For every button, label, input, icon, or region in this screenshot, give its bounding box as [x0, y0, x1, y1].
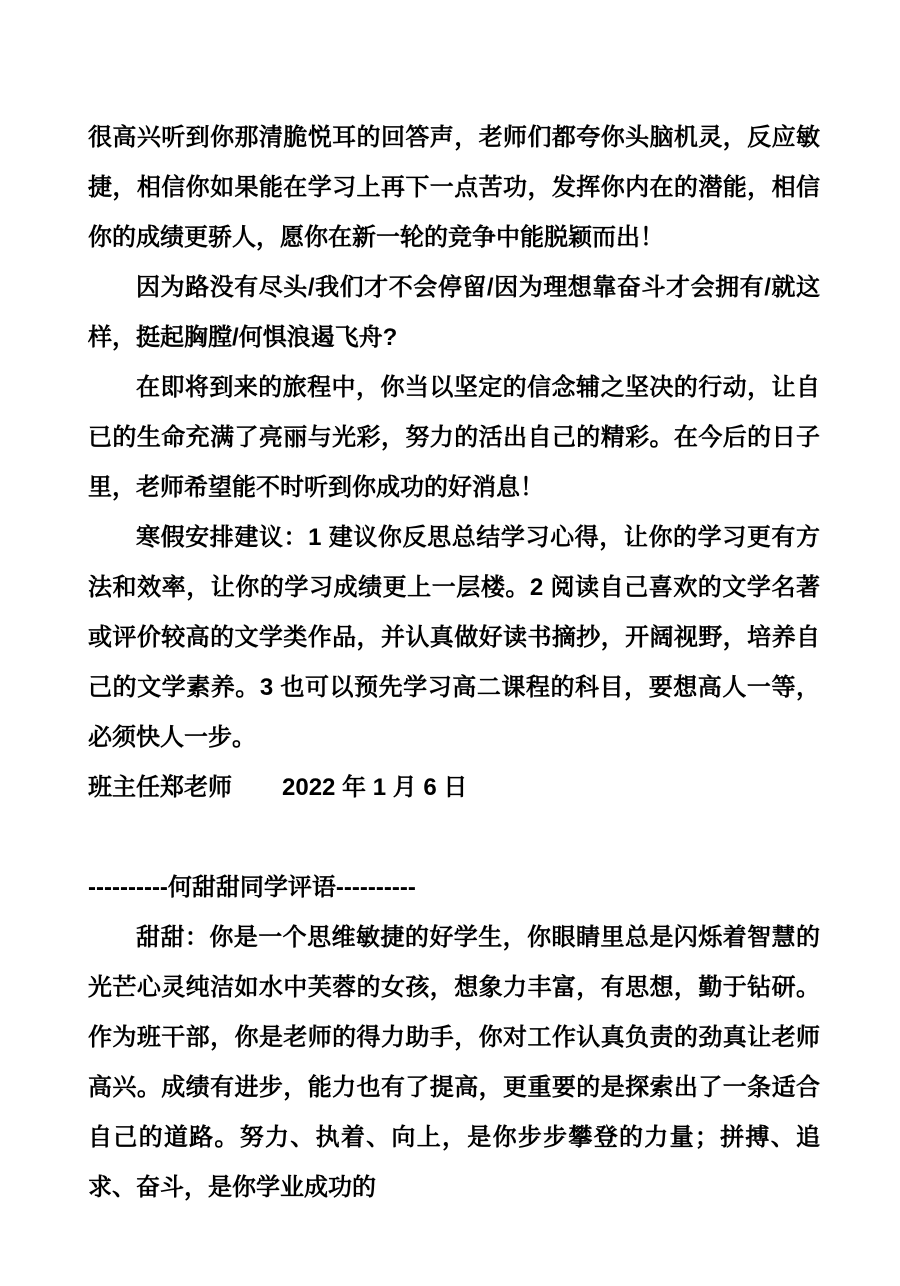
paragraph-journey-wishes: 在即将到来的旅程中，你当以坚定的信念辅之坚决的行动，让自已的生命充满了亮丽与光彩，努力的活出自己的精彩。在今后的日子里，老师希望能不时听到你成功的好消息！ [88, 374, 820, 501]
paragraph-closing-praise: 很高兴听到你那清脆悦耳的回答声，老师们都夸你头脑机灵，反应敏捷，相信你如果能在学习上再下一点苦功，发挥你内在的潜能，相信你的成绩更骄人，愿你在新一轮的竞争中能脱颖而出！ [88, 124, 820, 251]
blank-line [88, 813, 820, 863]
paragraph-poem: 因为路没有尽头/我们才不会停留/因为理想靠奋斗才会拥有/就这样，挺起胸膛/何惧浪遏飞舟? [88, 274, 820, 351]
signature-line [88, 763, 820, 813]
paragraph-holiday-advice: 寒假安排建议：1 建议你反思总结学习心得，让你的学习更有方法和效率，让你的学习成绩更上一层楼。2 阅读自己喜欢的文学名著或评价较高的文学类作品，并认真做好读书摘抄，开阔视野，培养自己的文学素养。3 也可以预先学习高二课程的科目，要想高人一等，必须快人一步。 [88, 524, 820, 751]
section-divider: ----------何甜甜同学评语---------- [88, 874, 416, 901]
signature-date: 2022 年 1 月 6 日 [282, 774, 468, 801]
paragraph-hetiantian-comment: 甜甜：你是一个思维敏捷的好学生，你眼睛里总是闪烁着智慧的光芒心灵纯洁如水中芙蓉的女孩，想象力丰富，有思想，勤于钻研。作为班干部，你是老师的得力助手，你对工作认真负责的劲真让老师高兴。成绩有进步，能力也有了提高，更重要的是探索出了一条适合自己的道路。努力、执着、向上，是你步步攀登的力量；拼搏、追求、奋斗，是你学业成功的 [88, 924, 820, 1201]
signature-teacher: 班主任郑老师 [88, 774, 232, 801]
